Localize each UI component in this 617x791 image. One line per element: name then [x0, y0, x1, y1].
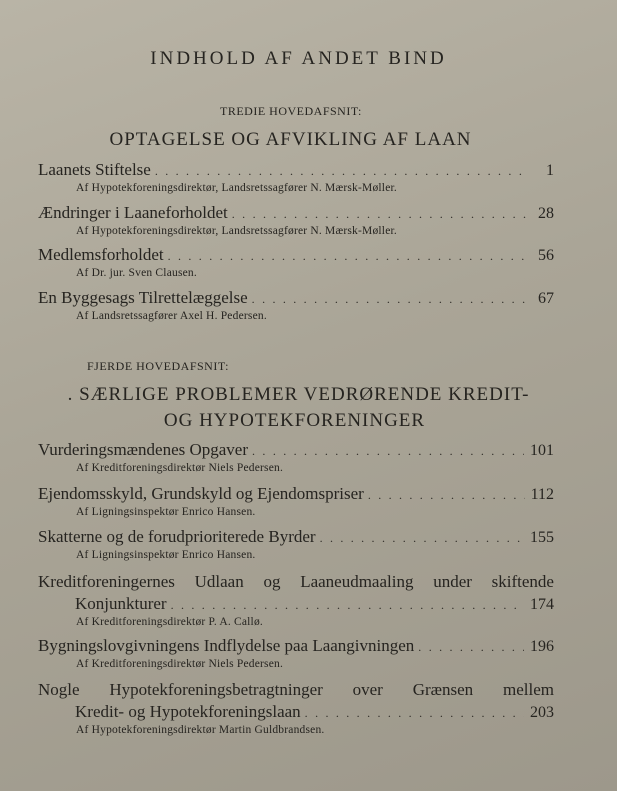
entry-title: Ændringer i Laaneforholdet [38, 203, 228, 222]
entry-page: 56 [538, 247, 554, 264]
entry-title-word: skiftende [491, 572, 554, 591]
leader-dots [252, 444, 524, 459]
toc-entry [38, 636, 554, 670]
leader-dots [171, 598, 524, 613]
entry-author: Af Ligningsinspektør Enrico Hansen. [76, 506, 256, 518]
entry-author: Af Hypotekforeningsdirektør, Landsretssagfører N. Mærsk-Møller. [76, 182, 397, 194]
leader-dots [155, 164, 526, 179]
leader-dots [232, 207, 526, 222]
leader-dots [168, 249, 526, 264]
entry-title-word: Grænsen [412, 680, 474, 699]
entry-page: 203 [530, 704, 554, 721]
entry-title-word: over [352, 680, 383, 699]
toc-entry [38, 288, 554, 322]
toc-entry [38, 440, 554, 474]
entry-page: 101 [530, 442, 554, 459]
entry-author: Af Hypotekforeningsdirektør, Landsretssagfører N. Mærsk-Møller. [76, 225, 397, 237]
leader-dots [320, 531, 524, 546]
part4-heading-line2: OG HYPOTEKFORENINGER [163, 410, 426, 431]
entry-title: Ejendomsskyld, Grundskyld og Ejendomspriser [38, 484, 364, 503]
entry-page: 28 [538, 205, 554, 222]
entry-title-word: Nogle [38, 680, 80, 699]
entry-title: Bygningslovgivningens Indflydelse paa Laangivningen [38, 636, 415, 655]
entry-page: 174 [530, 596, 554, 613]
leader-dots [252, 292, 526, 307]
toc-entry [38, 245, 554, 279]
leader-dots [368, 488, 525, 503]
entry-page: 196 [530, 638, 554, 655]
part4-heading-line1: . SÆRLIGE PROBLEMER VEDRØRENDE KREDIT- [67, 384, 530, 405]
entry-author: Af Ligningsinspektør Enrico Hansen. [76, 549, 256, 561]
entry-page: 155 [530, 529, 554, 546]
entry-author: Af Dr. jur. Sven Clausen. [76, 267, 197, 279]
entry-author: Af Kreditforeningsdirektør Niels Pedersen. [76, 658, 284, 670]
toc-entry [38, 680, 554, 736]
toc-entry [38, 484, 554, 518]
toc-entry [38, 160, 554, 194]
entry-page: 67 [538, 290, 554, 307]
entry-title-word: og [263, 572, 281, 591]
entry-title: En Byggesags Tilrettelæggelse [38, 288, 248, 307]
entry-title-word: Kreditforeningernes [38, 572, 175, 591]
toc-entry [38, 572, 554, 628]
entry-page: 1 [546, 162, 554, 179]
entry-title-word: Laaneudmaaling [300, 572, 414, 591]
toc-entry [38, 527, 554, 561]
entry-title-continuation: Kredit- og Hypotekforeningslaan [75, 702, 301, 721]
leader-dots [418, 640, 524, 655]
entry-title-word: under [433, 572, 472, 591]
entry-author: Af Landsretssagfører Axel H. Pedersen. [76, 310, 267, 322]
part3-heading: OPTAGELSE OG AFVIKLING AF LAAN [109, 129, 472, 150]
entry-title-word: mellem [502, 680, 554, 699]
entry-title-continuation: Konjunkturer [75, 594, 167, 613]
entry-title: Skatterne og de forudprioriterede Byrder [38, 527, 316, 546]
entry-title-word: Udlaan [194, 572, 244, 591]
part4-label: FJERDE HOVEDAFSNIT: [87, 359, 229, 373]
entry-title-word: Hypotekforeningsbetragtninger [109, 680, 323, 699]
entry-title: Medlemsforholdet [38, 245, 164, 264]
entry-author: Af Kreditforeningsdirektør P. A. Callø. [76, 616, 263, 628]
volume-contents-title: INDHOLD AF ANDET BIND [150, 48, 447, 69]
entry-page: 112 [530, 486, 554, 503]
leader-dots [305, 706, 524, 721]
entry-title-line1 [38, 680, 554, 700]
entry-author: Af Hypotekforeningsdirektør Martin Guldbrandsen. [76, 724, 325, 736]
entry-title: Vurderingsmændenes Opgaver [38, 440, 249, 459]
part3-label: TREDIE HOVEDAFSNIT: [220, 104, 362, 118]
toc-entry [38, 203, 554, 237]
entry-title: Laanets Stiftelse [38, 160, 151, 179]
entry-title-line1 [38, 572, 554, 592]
entry-author: Af Kreditforeningsdirektør Niels Pedersen. [76, 462, 284, 474]
